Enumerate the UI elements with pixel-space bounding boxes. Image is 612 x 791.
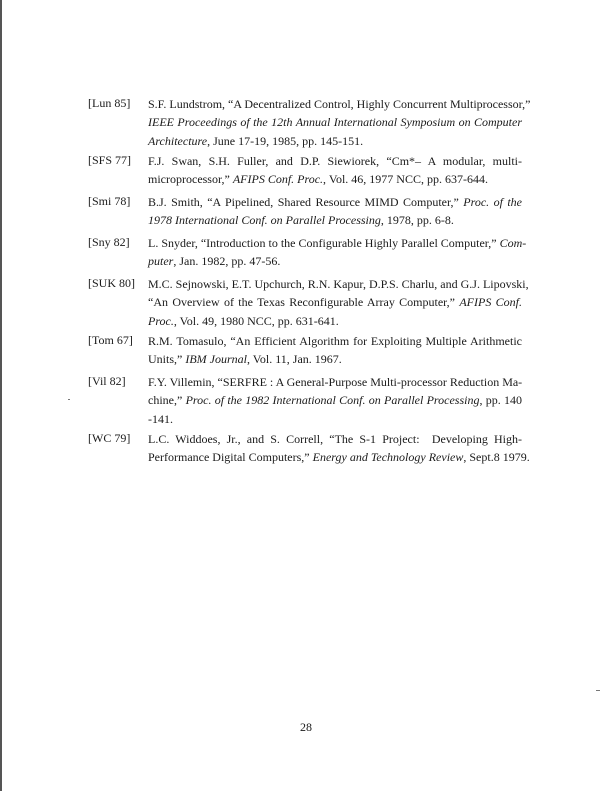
reference-text: , June 17-19, 1985, pp. 145-151. — [207, 133, 364, 148]
scan-left-edge — [0, 0, 2, 791]
reference-italic-text: AFIPS Conf. — [459, 295, 522, 310]
reference-line — [148, 351, 522, 367]
reference-text: , Jan. 1982, pp. 47-56. — [173, 254, 281, 269]
reference-text: L.C. Widdoes, Jr., and S. Correll, “The S-1 Project: Developing High- — [148, 432, 522, 446]
reference-text: B.J. Smith, “A Pipelined, Shared Resource MIMD Computer,” — [148, 195, 464, 209]
reference-text: Units,” — [148, 352, 186, 367]
reference-italic-text: Proc. of the — [463, 195, 522, 209]
reference-italic-text: AFIPS Conf. Proc. — [232, 172, 324, 187]
reference-text: Performance Digital Computers,” — [148, 450, 313, 465]
reference-label: [SFS 77] — [88, 153, 132, 167]
reference-text: M.C. Sejnowski, E.T. Upchurch, R.N. Kapur, D.P.S. Charlu, and G.J. Lipovski, — [148, 277, 529, 291]
reference-line — [148, 449, 530, 465]
reference-label: [Sny 82] — [88, 235, 130, 249]
reference-text: F.Y. Villemin, “SERFRE : A General-Purpose Multi-processor Reduction Ma- — [148, 375, 523, 389]
reference-line — [148, 294, 522, 310]
reference-italic-text: Energy and Technology Review — [312, 450, 464, 465]
reference-text: “An Overview of the Texas Reconfigurable Array Computer,” — [148, 295, 460, 310]
reference-line — [148, 96, 531, 112]
reference-label: [Tom 67] — [88, 333, 133, 347]
reference-label: [SUK 80] — [88, 276, 135, 290]
reference-line — [148, 133, 522, 149]
page-number: 28 — [300, 720, 312, 734]
reference-line — [148, 431, 522, 447]
reference-line — [148, 194, 522, 210]
reference-label: [Lun 85] — [88, 96, 131, 110]
reference-line — [148, 171, 522, 187]
reference-line — [148, 276, 529, 292]
reference-line — [148, 253, 522, 269]
reference-italic-text: IEEE Proceedings of the 12th Annual International Symposium on Computer — [148, 115, 522, 130]
reference-line — [148, 411, 522, 427]
reference-italic-text: puter — [148, 254, 174, 269]
reference-line — [148, 153, 522, 169]
reference-line — [148, 392, 522, 408]
reference-italic-text: Proc. — [148, 313, 174, 328]
reference-italic-text: IBM Journal — [185, 352, 247, 367]
reference-label: [WC 79] — [88, 431, 131, 445]
reference-text: F.J. Swan, S.H. Fuller, and D.P. Siewiorek, “Cm*– A modular, multi- — [148, 154, 522, 168]
reference-line — [148, 114, 522, 130]
reference-line — [148, 313, 522, 329]
reference-text: -141. — [148, 411, 173, 426]
reference-text: R.M. Tomasulo, “An Efficient Algorithm for Exploiting Multiple Arithmetic — [148, 334, 522, 348]
reference-line — [148, 374, 522, 390]
reference-label: [Smi 78] — [88, 194, 131, 208]
reference-text: , Sept.8 1979. — [463, 450, 530, 465]
reference-text: microprocessor,” — [148, 172, 233, 187]
reference-italic-text: Com- — [499, 236, 527, 250]
reference-text: , Vol. 11, Jan. 1967. — [247, 352, 342, 367]
reference-line — [148, 333, 522, 349]
reference-text: , Vol. 46, 1977 NCC, pp. 637-644. — [323, 172, 488, 187]
reference-text: , pp. 140 — [479, 393, 523, 408]
reference-line — [148, 235, 527, 251]
reference-text: chine,” — [148, 393, 186, 408]
scan-speck — [68, 399, 70, 400]
reference-text: , 1978, pp. 6-8. — [380, 213, 454, 228]
reference-line — [148, 212, 522, 228]
reference-text: , Vol. 49, 1980 NCC, pp. 631-641. — [173, 313, 339, 328]
reference-italic-text: 1978 International Conf. on Parallel Processing — [148, 213, 381, 228]
scan-speck — [596, 690, 600, 691]
reference-italic-text: Proc. of the 1982 International Conf. on Parallel Processing — [185, 393, 480, 408]
reference-italic-text: Architecture — [148, 133, 208, 148]
reference-label: [Vil 82] — [88, 374, 126, 388]
reference-text: S.F. Lundstrom, “A Decentralized Control, Highly Concurrent Multiprocessor,” — [148, 97, 531, 111]
reference-text: L. Snyder, “Introduction to the Configurable Highly Parallel Computer,” — [148, 236, 500, 250]
